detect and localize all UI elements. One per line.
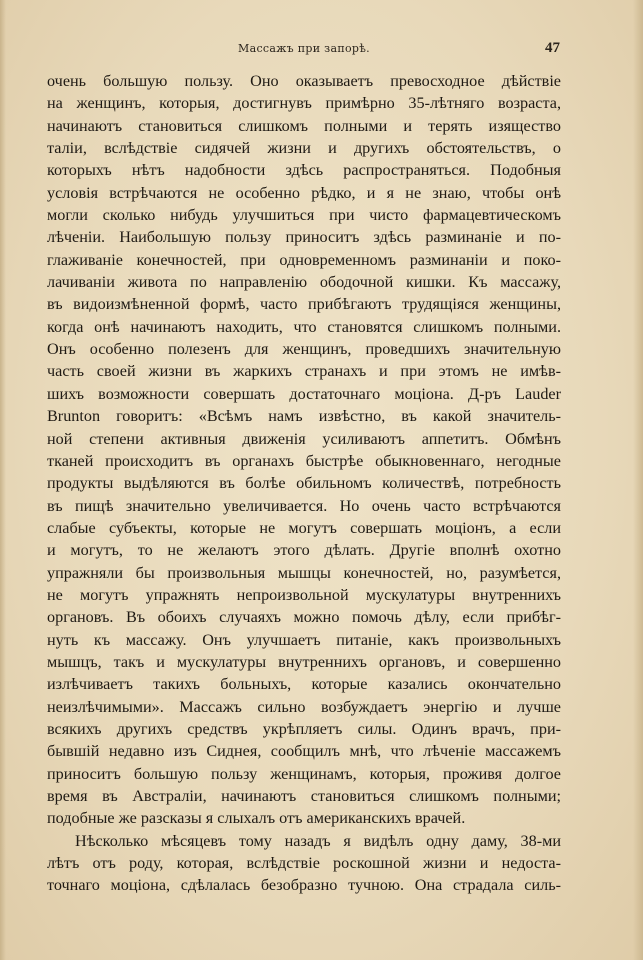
text-line: условія встрѣчаются не особенно рѣдко, и я не знаю, чтобы онѣ	[47, 183, 561, 202]
text-line: мышцъ, такъ и мускулатуры внутреннихъ органовъ, и совершенно	[47, 652, 561, 671]
text-line: слабые субъекты, которые не могутъ совершать моціонъ, а если	[47, 518, 561, 537]
text-line-paragraph-end: подобные же разсказы я слыхалъ отъ американскихъ врачей.	[47, 809, 466, 828]
text-line: ной степени активныя движенія усиливаютъ аппетитъ. Обмѣнъ	[47, 429, 561, 448]
text-line: упражняли бы произвольныя мышцы конечностей, но, разумѣется,	[47, 563, 561, 582]
text-line: не могутъ упражнять непроизвольной мускулатуры внутреннихъ	[47, 585, 561, 604]
text-line: излѣчиваетъ такихъ больныхъ, которые казались окончательно	[47, 675, 561, 694]
text-line: глаживаніе конечностей, при одновременномъ разминаніи и поко-	[47, 250, 561, 269]
text-line: могли сколько нибудь улучшиться при чисто фармацевтическомъ	[47, 206, 561, 225]
text-line: очень большую пользу. Оно оказываетъ превосходное дѣйствіе	[47, 72, 561, 90]
text-line: въ пищѣ значительно увеличивается. Но очень часто встрѣчаются	[47, 496, 561, 515]
text-line: органовъ. Въ обоихъ случаяхъ можно помочь дѣлу, если прибѣг-	[47, 608, 561, 627]
text-line: бывшій недавно изъ Сиднея, сообщилъ мнѣ, что лѣченіе массажемъ	[47, 742, 561, 761]
text-line: точнаго моціона, сдѣлалась безобразно тучною. Она страдала силь-	[47, 876, 561, 895]
running-title: Массажъ при запорѣ.	[238, 42, 370, 55]
page-header	[48, 40, 560, 60]
text-line: Brunton говоритъ: «Всѣмъ намъ извѣстно, въ какой значитель-	[47, 407, 561, 426]
text-line: лѣтъ отъ роду, которая, вслѣдствіе роскошной жизни и недоста-	[47, 854, 561, 873]
text-line: таліи, вслѣдствіе сидячей жизни и другихъ обстоятельствъ, о	[47, 139, 561, 158]
text-line: часть своей жизни въ жаркихъ странахъ и при этомъ не имѣв-	[47, 362, 561, 381]
text-line: нуть къ массажу. Онъ улучшаетъ питаніе, какъ произвольныхъ	[47, 630, 561, 649]
text-line: лачиваніи живота по направленію ободочной кишки. Къ массажу,	[47, 273, 561, 292]
page-number: 47	[545, 40, 560, 56]
text-line: приноситъ большую пользу женщинамъ, которыя, проживя долгое	[47, 764, 561, 783]
text-line: начинаютъ становиться слишкомъ полными и терять изящество	[47, 116, 561, 135]
text-line-paragraph-start: Нѣсколько мѣсяцевъ тому назадъ я видѣлъ одну даму, 38-ми	[75, 831, 561, 850]
text-line: тканей происходитъ въ органахъ быстрѣе обыкновеннаго, негодные	[47, 451, 561, 470]
text-line: которыхъ нѣтъ надобности здѣсь распространяться. Подобныя	[47, 161, 561, 180]
body-text	[47, 70, 561, 897]
text-line: лѣченіи. Наибольшую пользу приноситъ здѣсь разминаніе и по-	[47, 228, 561, 247]
text-line: на женщинъ, которыя, достигнувъ примѣрно 35-лѣтняго возраста,	[47, 94, 561, 113]
text-line: когда онѣ начинаютъ находить, что становятся слишкомъ полными.	[47, 317, 561, 336]
text-line: время въ Австраліи, начинаютъ становиться слишкомъ полными;	[47, 787, 561, 805]
text-line: шихъ возможности совершать достаточнаго моціона. Д-ръ Lauder	[47, 384, 561, 403]
text-line: продукты выдѣляются въ болѣе обильномъ количествѣ, потребность	[47, 474, 561, 493]
text-line: неизлѣчимыми». Массажъ сильно возбуждаетъ энергію и лучше	[47, 697, 561, 716]
text-line: и могутъ, то не желаютъ этого дѣлать. Другіе вполнѣ охотно	[47, 541, 561, 560]
text-line: Онъ особенно полезенъ для женщинъ, проведшихъ значительную	[47, 340, 561, 359]
text-line: всякихъ другихъ средствъ укрѣпляетъ силы. Одинъ врачъ, при-	[47, 719, 561, 738]
text-line: въ видоизмѣненной формѣ, часто прибѣгаютъ трудящіяся женщины,	[47, 295, 561, 314]
